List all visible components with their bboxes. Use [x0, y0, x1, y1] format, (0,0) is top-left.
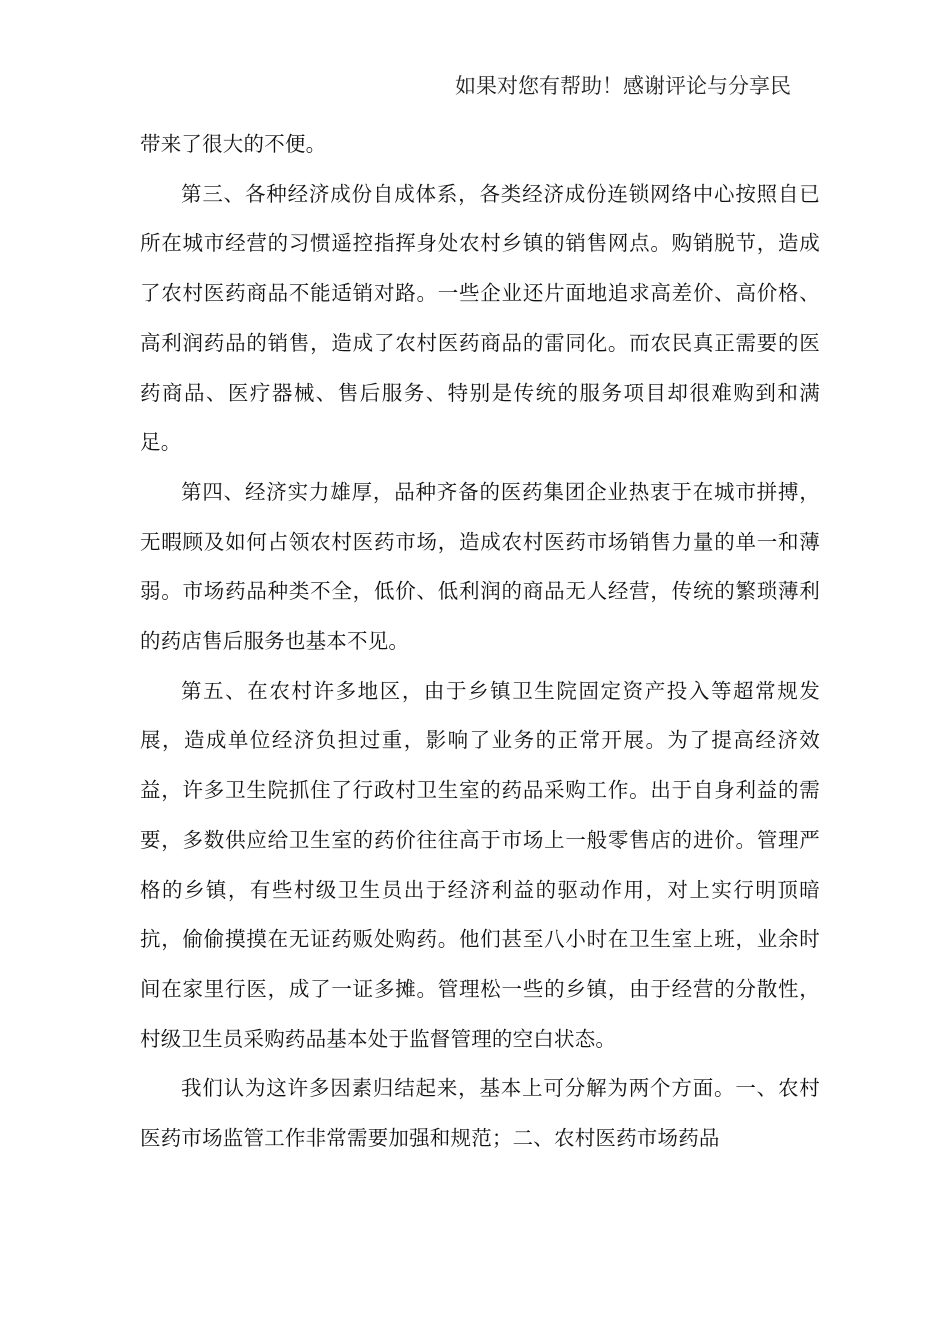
body-text	[140, 120, 820, 1164]
paragraph-fifth-point: 第五、在农村许多地区，由于乡镇卫生院固定资产投入等超常规发展，造成单位经济负担过重，影响了业务的正常开展。为了提高经济效益，许多卫生院抓住了行政村卫生室的药品采购工作。出于自身利益的需要，多数供应给卫生室的药价往往高于市场上一般零售店的进价。管理严格的乡镇，有些村级卫生员出于经济利益的驱动作用，对上实行明顶暗抗，偷偷摸摸在无证药贩处购药。他们甚至八小时在卫生室上班，业余时间在家里行医，成了一证多摊。管理松一些的乡镇，由于经营的分散性，村级卫生员采购药品基本处于监督管理的空白状态。	[140, 678, 820, 1051]
paragraph-fourth-point: 第四、经济实力雄厚，品种齐备的医药集团企业热衷于在城市拼搏，无暇顾及如何占领农村医药市场，造成农村医药市场销售力量的单一和薄弱。市场药品种类不全，低价、低利润的商品无人经营，传统的繁琐薄利的药店售后服务也基本不见。	[140, 479, 820, 654]
header-note: 如果对您有帮助！感谢评论与分享民	[455, 74, 791, 98]
paragraph-continuation: 带来了很大的不便。	[140, 132, 327, 156]
paragraph-conclusion: 我们认为这许多因素归结起来，基本上可分解为两个方面。一、农村医药市场监管工作非常需要加强和规范；二、农村医药市场药品	[140, 1076, 820, 1151]
paragraph-third-point: 第三、各种经济成份自成体系，各类经济成份连锁网络中心按照自已所在城市经营的习惯遥控指挥身处农村乡镇的销售网点。购销脱节，造成了农村医药商品不能适销对路。一些企业还片面地追求高差价、高价格、高利润药品的销售，造成了农村医药商品的雷同化。而农民真正需要的医药商品、医疗器械、售后服务、特别是传统的服务项目却很难购到和满足。	[140, 181, 820, 455]
